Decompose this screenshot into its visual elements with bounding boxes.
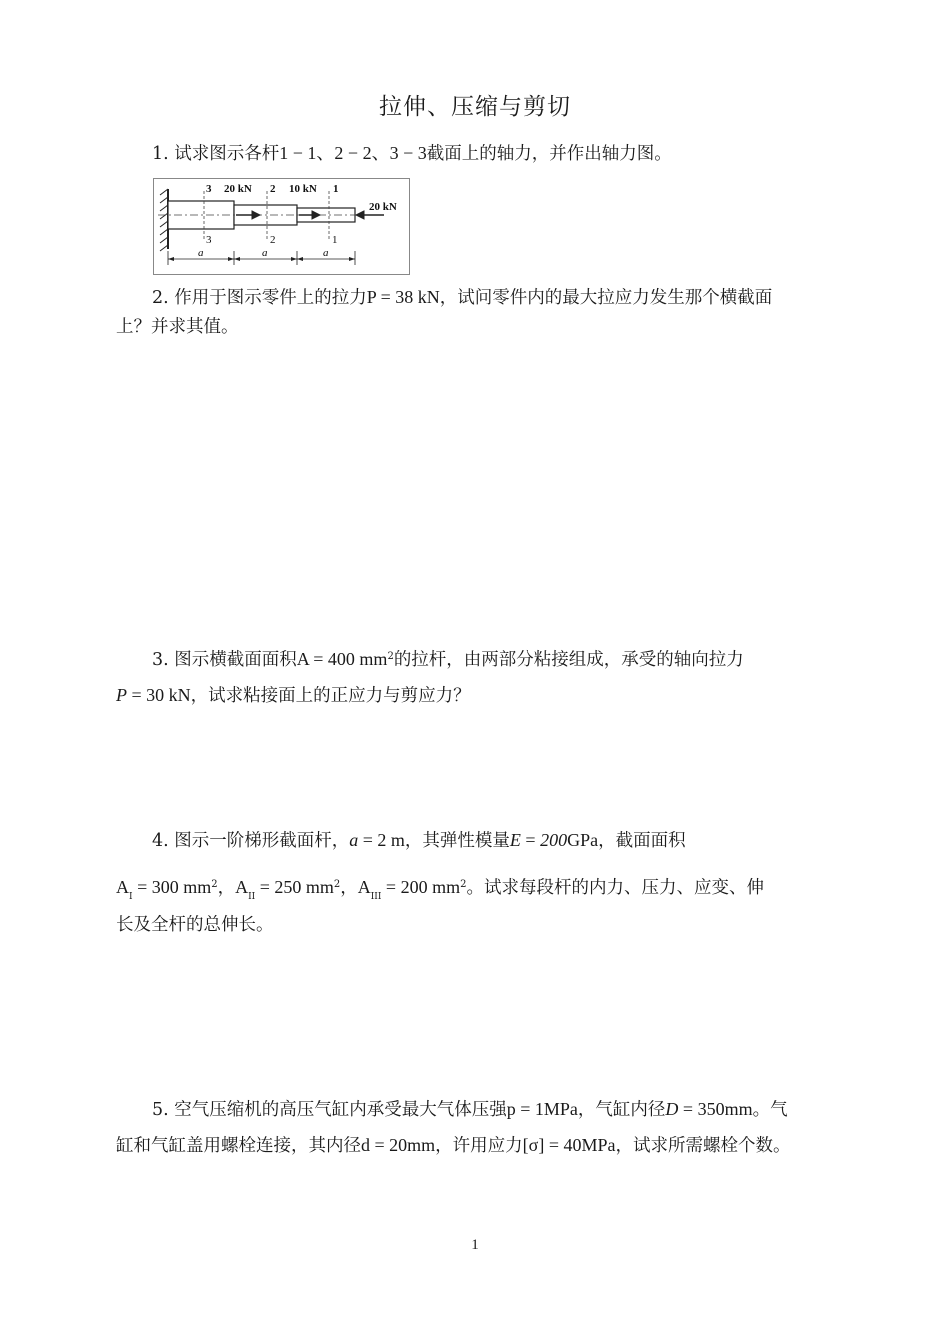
force-label-2: 10 kN [289,183,317,195]
q4-A1-symbol: A [116,877,129,897]
q4-A3-value: = 200 mm [381,877,461,897]
q5-pressure: p = 1MPa [506,1099,578,1119]
q4-a-symbol: a [349,830,359,850]
q4-A3-symbol: A [357,877,371,897]
section-2-bottom-label: 2 [270,234,276,246]
question-5 [116,1092,896,1127]
q4-text-post2: 。试求每段杆的内力、压力、应变、伸 [466,878,764,898]
page-title: 拉伸、压缩与剪切 [379,94,571,120]
q4-E-value: 200 [540,830,568,850]
q4-A2-value: = 250 mm [255,877,334,897]
q2-text-pre: 2. 作用于图示零件上的拉力 [152,288,367,308]
question-5-line-2 [116,1128,860,1163]
q4-E-eq: = [520,830,541,850]
question-4 [116,823,896,858]
q3-P-symbol: P [116,685,127,705]
stepped-bar-diagram [154,179,409,274]
q5-text-line2-mid: ，许用应力 [435,1136,523,1156]
dimension-a-3: a [323,247,329,259]
q5-text-pre: 5. 空气压缩机的高压气缸内承受最大气体压强 [152,1100,507,1120]
force-label-1: 20 kN [224,183,252,195]
q4-A2-exp: 2 [333,879,341,890]
q4-E-symbol: E [509,830,521,850]
question-1 [116,136,896,171]
q4-text-post1: ，截面面积 [598,831,686,851]
section-3-top-label: 3 [206,183,212,195]
q5-text-line2-post: ，试求所需螺栓个数。 [615,1136,791,1156]
q5-text-post1: 。气 [752,1100,788,1120]
q2-text-line2: 上？并求其值。 [116,317,239,337]
q3-area: A = 400 mm [296,649,388,669]
question-3-line-2 [116,678,860,713]
q1-text-pre: 1. 试求图示各杆 [152,144,280,164]
q4-A2-sub: II [248,892,256,902]
q3-text-post: 的拉杆，由两部分粘接组成，承受的轴向拉力 [393,650,744,670]
q2-force: P = 38 kN [366,287,440,307]
q4-A2-symbol: A [235,877,249,897]
q4-a-value: = 2 m [358,830,405,850]
section-1-top-label: 1 [333,183,339,195]
section-1-bottom-label: 1 [332,234,338,246]
force-label-3: 20 kN [369,201,397,213]
q5-text-mid: ，气缸内径 [577,1100,666,1120]
q4-A3-sub: III [370,892,382,902]
q5-d-value: d = 20mm [361,1135,436,1155]
question-2-line-2 [116,310,860,344]
q5-D-symbol: D [665,1099,679,1119]
q2-text-post: ，试问零件内的最大拉应力发生那个横截面 [439,288,773,308]
q4-E-unit: GPa [567,830,599,850]
q4-A1-sub: I [129,892,133,902]
section-3-bottom-label: 3 [206,234,212,246]
stepped-bar-figure [153,178,410,275]
q4-A1-exp: 2 [211,879,218,890]
q3-P-value: = 30 kN [127,685,191,705]
q4-text-mid: ，其弹性模量 [404,831,510,851]
q4-text-line3: 长及全杆的总伸长。 [116,915,274,935]
dimension-a-1: a [198,247,204,259]
dimension-a-2: a [262,247,268,259]
q4-A1-value: = 300 mm [132,877,212,897]
q3-text-pre: 3. 图示横截面面积 [152,650,297,670]
q3-area-exp: 2 [387,651,394,662]
q1-sections: 1 − 1、2 − 2、3 − 3 [279,143,427,163]
q4-text-pre: 4. 图示一阶梯形截面杆， [152,831,350,851]
q5-D-value: = 350mm [678,1099,753,1119]
q5-text-line2-pre: 缸和气缸盖用螺栓连接，其内径 [116,1136,361,1156]
question-3 [116,640,896,677]
q5-allowable-stress: [σ] = 40MPa [522,1135,616,1155]
page-number: 1 [471,1237,479,1253]
q4-sep-1: ， [217,878,236,898]
q1-text-post: 截面上的轴力，并作出轴力图。 [426,144,672,164]
section-2-top-label: 2 [270,183,276,195]
q4-A3-exp: 2 [460,879,467,890]
q3-text-line2: ，试求粘接面上的正应力与剪应力？ [190,686,471,706]
question-4-line-3 [116,908,860,942]
q4-sep-2: ， [340,878,358,898]
